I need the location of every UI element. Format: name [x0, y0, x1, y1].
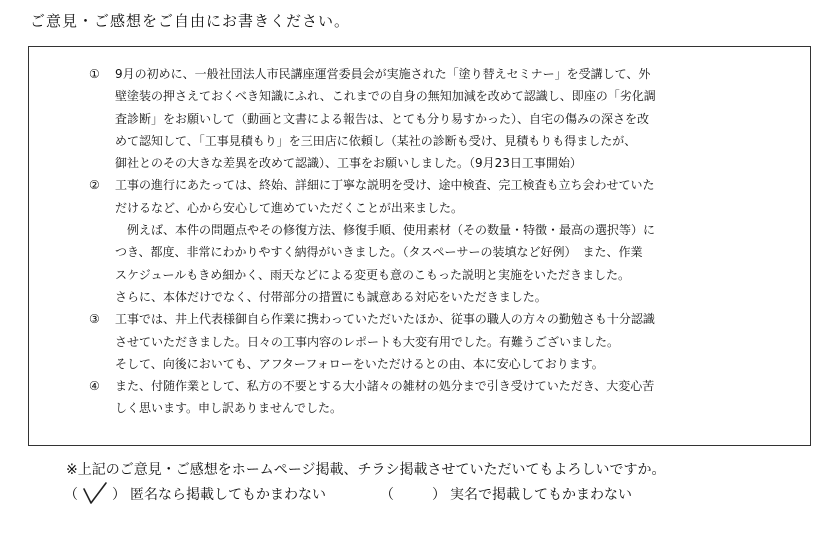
feedback-line: そして、向後においても、アフターフォローをいただけるとの由、本に安心しております。: [115, 356, 604, 371]
feedback-line: めて認知して、「工事見積もり」を三田店に依頼し（某社の診断も受け、見積もりも得ましたが、: [115, 133, 637, 148]
feedback-line: 工事の進行にあたっては、終始、詳細に丁寧な説明を受け、途中検査、完工検査も立ち会わせていた: [115, 178, 655, 193]
feedback-line: つき、都度、非常にわかりやすく納得がいきました。（タスペーサーの装填など好例） また、作業: [115, 245, 643, 260]
feedback-item: [89, 375, 729, 420]
feedback-line: 壁塗装の押さえておくべき知識にふれ、これまでの自身の無知加減を改めて認識し、即座の「劣化調: [115, 89, 656, 104]
feedback-line: だけるなど、心から安心して進めていただくことが出来ました。: [115, 200, 464, 215]
feedback-line: しく思います。申し訳ありませんでした。: [115, 401, 343, 416]
feedback-line: さらに、本体だけでなく、付帯部分の措置にも誠意ある対応をいただきました。: [115, 289, 547, 304]
feedback-item-text: [115, 375, 729, 420]
paren-close: ）: [432, 487, 446, 503]
feedback-item: [89, 308, 729, 375]
feedback-line: スケジュールもきめ細かく、雨天などによる変更も意のこもった説明と実施をいただきました。: [115, 267, 631, 282]
feedback-item-text: [115, 308, 729, 375]
feedback-line: 御社とのその大きな差異を改めて認識）、工事をお願いしました。（9月23日工事開始）: [115, 156, 582, 171]
paren-open: （: [380, 487, 394, 503]
consent-question: ※上記のご意見・ご感想をホームページ掲載、チラシ掲載させていただいてもよろしいですか。: [66, 462, 666, 478]
check-mark-icon: [82, 485, 108, 505]
feedback-item-number: ①: [89, 67, 100, 81]
paren-close: ）: [112, 487, 126, 503]
option-real-name-label: 実名で掲載してもかまわない: [450, 487, 632, 503]
feedback-item-number: ②: [89, 178, 100, 193]
feedback-list: [89, 63, 729, 420]
feedback-line: 工事では、井上代表様御自ら作業に携わっていただいたほか、従事の職人の方々の勤勉さも十分認識: [115, 312, 655, 327]
feedback-item-number: ④: [89, 379, 100, 394]
feedback-line: 9月の初めに、一般社団法人市民講座運営委員会が実施された「塗り替えセミナー」を受講して、外: [115, 67, 651, 81]
feedback-box: [28, 46, 811, 446]
feedback-item: [89, 174, 729, 308]
option-anonymous-label: 匿名なら掲載してもかまわない: [130, 487, 326, 503]
feedback-item-number: ③: [89, 312, 100, 327]
feedback-item-text: [115, 174, 729, 308]
option-real-name[interactable]: [376, 483, 632, 507]
consent-section: [60, 458, 820, 507]
feedback-line: また、付随作業として、私方の不要とする大小諸々の雑材の処分まで引き受けていただき、大変心苦: [115, 379, 655, 394]
consent-options: [60, 483, 820, 507]
paren-open: （: [64, 487, 78, 503]
feedback-item-text: [115, 63, 729, 174]
feedback-line: 査診断」をお願いして（動画と文書による報告は、とても分り易すかった）、自宅の傷みの深さを改: [115, 111, 650, 126]
option-anonymous[interactable]: [60, 483, 326, 507]
form-heading: ご意見・ご感想をご自由にお書きください。: [30, 12, 351, 30]
feedback-line: させていただきました。日々の工事内容のレポートも大変有用でした。有難うございました。: [115, 334, 620, 349]
feedback-item: [89, 63, 729, 174]
feedback-line: 例えば、本件の問題点やその修復方法、修復手順、使用素材（その数量・特徴・最高の選択等）に: [115, 223, 656, 238]
